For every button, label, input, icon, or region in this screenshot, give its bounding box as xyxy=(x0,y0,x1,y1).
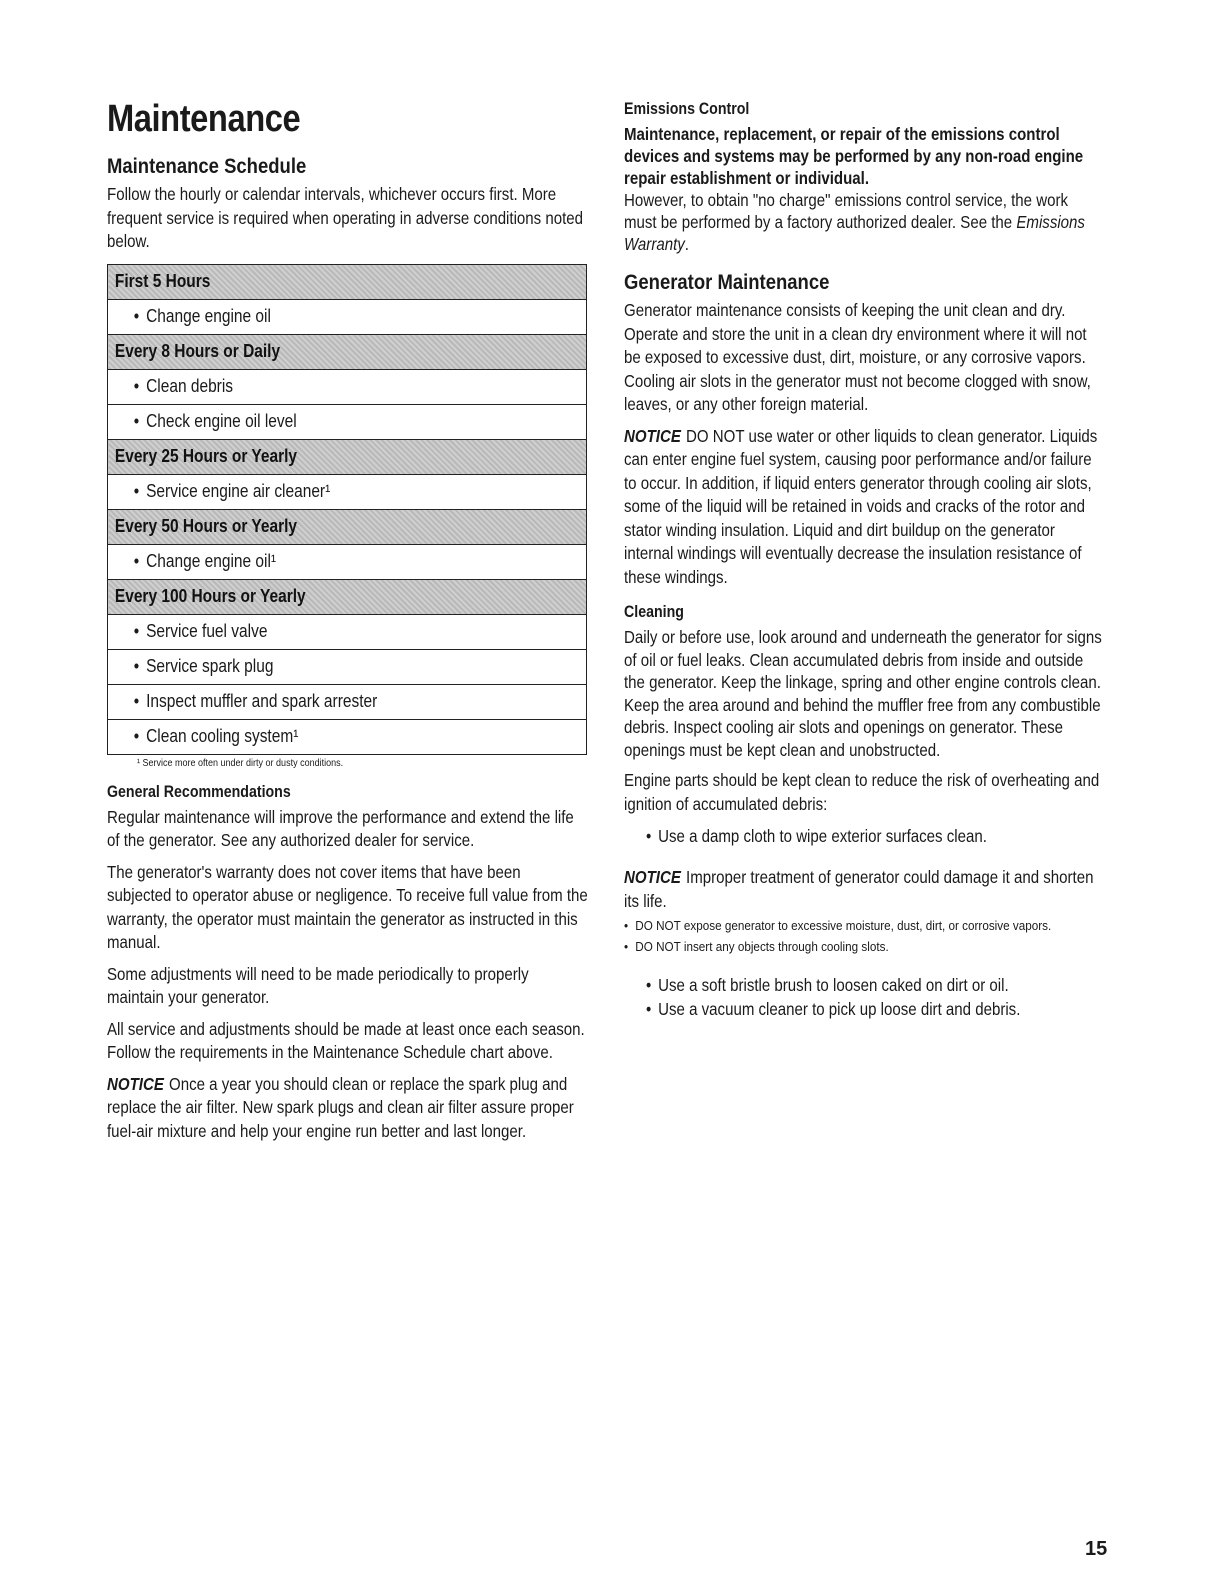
notice-label: NOTICE xyxy=(624,867,681,887)
generator-notice xyxy=(624,425,1103,590)
schedule-interval-row xyxy=(108,579,587,614)
task-cell xyxy=(108,369,587,404)
list-item: • Use a soft bristle brush to loosen caked on dirt or oil. xyxy=(646,973,1040,997)
schedule-interval-row xyxy=(108,509,587,544)
general-p4: All service and adjustments should be made at least once each season. Follow the requirements in the Maintenance Schedule chart above. xyxy=(107,1018,585,1062)
task-cell xyxy=(108,544,587,579)
notice-label: NOTICE xyxy=(107,1073,164,1094)
cleaning-p2: Engine parts should be kept clean to reduce the risk of overheating and ignition of accumulated debris: xyxy=(624,770,1100,814)
generator-p1: Generator maintenance consists of keeping the unit clean and dry. Operate and store the unit in a clean dry environment where it will not be exposed to excessive dust, dirt, moisture, or any corrosive vapors. Cooling air slots in the generator must not become clogged with snow, leaves, or any other foreign material. xyxy=(624,300,1091,414)
schedule-footnote: ¹ Service more often under dirty or dusty conditions. xyxy=(137,757,344,769)
schedule-task-row xyxy=(108,404,587,439)
schedule-interval-row xyxy=(108,439,587,474)
general-p2: The generator's warranty does not cover items that have been subjected to operator abuse or negligence. To receive full value from the warranty, the operator must maintain the generator as instructed in this manual. xyxy=(107,861,588,952)
right-column xyxy=(624,100,1104,1031)
task-label: • Change engine oil¹ xyxy=(108,551,276,572)
interval-label: Every 25 Hours or Yearly xyxy=(114,446,298,466)
task-label: • Service spark plug xyxy=(108,656,273,677)
task-cell xyxy=(108,719,587,754)
schedule-task-row xyxy=(108,649,587,684)
page-title: Maintenance xyxy=(107,98,301,140)
schedule-task-row xyxy=(108,544,587,579)
interval-cell xyxy=(108,264,587,299)
task-label: • Service fuel valve xyxy=(108,621,267,642)
cleaning-heading: Cleaning xyxy=(624,603,684,621)
task-label: • Service engine air cleaner¹ xyxy=(108,481,330,502)
interval-label: Every 8 Hours or Daily xyxy=(114,341,281,361)
interval-cell xyxy=(108,579,587,614)
emissions-bold-text: Maintenance, replacement, or repair of the emissions control devices and systems may be performed by any non-road engine repair establishment or individual. xyxy=(624,124,1084,188)
cleaning-p1: Daily or before use, look around and underneath the generator for signs of oil or fuel leaks. Clean accumulated debris from inside and outside the generator. Keep the linkage, spring and other engine controls clean. Keep the area around and behind the muffler free from any combustible debris. Inspect cooling air slots and openings on generator. These openings must be kept clean and unobstructed. xyxy=(624,627,1102,760)
general-notice xyxy=(107,1073,588,1144)
schedule-task-row xyxy=(108,614,587,649)
list-item: • Use a vacuum cleaner to pick up loose dirt and debris. xyxy=(646,997,1040,1021)
schedule-task-row xyxy=(108,719,587,754)
cleaning-notice xyxy=(624,866,1103,913)
task-cell xyxy=(108,614,587,649)
task-label: • Clean cooling system¹ xyxy=(108,726,298,747)
left-column xyxy=(107,98,589,1151)
task-label: • Change engine oil xyxy=(108,306,271,327)
interval-label: First 5 Hours xyxy=(114,271,211,291)
schedule-task-row xyxy=(108,369,587,404)
general-heading: General Recommendations xyxy=(107,782,291,801)
notice-label: NOTICE xyxy=(624,425,681,446)
interval-cell xyxy=(108,334,587,369)
schedule-task-row xyxy=(108,684,587,719)
maintenance-schedule-table xyxy=(107,264,587,755)
notice-text: DO NOT use water or other liquids to clean generator. Liquids can enter engine fuel system, causing poor performance and/or failure to occur. In addition, if liquid enters generator through cooling air slots, some of the liquid will be retained in voids and cracks of the rotor and stator winding insulation. Liquid and dirt buildup on the generator internal windings will eventually decrease the insulation resistance of these windings. xyxy=(624,425,1098,587)
generator-heading: Generator Maintenance xyxy=(624,271,830,294)
schedule-intro: Follow the hourly or calendar intervals, whichever occurs first. More frequent service is required when operating in adverse conditions noted below. xyxy=(107,184,584,251)
task-cell xyxy=(108,404,587,439)
schedule-heading: Maintenance Schedule xyxy=(107,155,307,178)
schedule-interval-row xyxy=(108,334,587,369)
emissions-heading: Emissions Control xyxy=(624,100,750,118)
cleaning-bullets-1 xyxy=(624,824,1104,848)
notice-bullets xyxy=(624,917,1104,955)
task-cell xyxy=(108,649,587,684)
notice-text: Once a year you should clean or replace the spark plug and replace the air filter. New spark plugs and clean air filter assure proper fuel-air mixture and help your engine run better and last longer. xyxy=(107,1073,574,1141)
interval-label: Every 100 Hours or Yearly xyxy=(114,586,306,606)
schedule-interval-row xyxy=(108,264,587,299)
task-cell xyxy=(108,474,587,509)
schedule-task-row xyxy=(108,299,587,334)
general-p3: Some adjustments will need to be made periodically to properly maintain your generator. xyxy=(107,963,529,1007)
interval-cell xyxy=(108,439,587,474)
page-number: 15 xyxy=(1085,1538,1108,1560)
interval-cell xyxy=(108,509,587,544)
task-label: • Inspect muffler and spark arrester xyxy=(108,691,377,712)
interval-label: Every 50 Hours or Yearly xyxy=(114,516,298,536)
general-p1: Regular maintenance will improve the performance and extend the life of the generator. See any authorized dealer for service. xyxy=(107,806,574,850)
emissions-text xyxy=(624,189,1103,255)
list-item: • DO NOT insert any objects through cooling slots. xyxy=(624,938,1103,955)
list-item: • Use a damp cloth to wipe exterior surfaces clean. xyxy=(646,824,1040,848)
emissions-text-end: . xyxy=(684,234,689,254)
list-item: • DO NOT expose generator to excessive moisture, dust, dirt, or corrosive vapors. xyxy=(624,917,1103,934)
task-label: • Clean debris xyxy=(108,376,233,397)
emissions-text-body: However, to obtain "no charge" emissions control service, the work must be performed by a factory authorized dealer. See the xyxy=(624,190,1069,232)
emissions-warranty-ref: Emissions Warranty xyxy=(624,212,1085,254)
notice-text: Improper treatment of generator could damage it and shorten its life. xyxy=(624,867,1094,911)
task-cell xyxy=(108,684,587,719)
task-label: • Check engine oil level xyxy=(108,411,297,432)
cleaning-bullets-2 xyxy=(624,973,1104,1021)
schedule-task-row xyxy=(108,474,587,509)
task-cell xyxy=(108,299,587,334)
